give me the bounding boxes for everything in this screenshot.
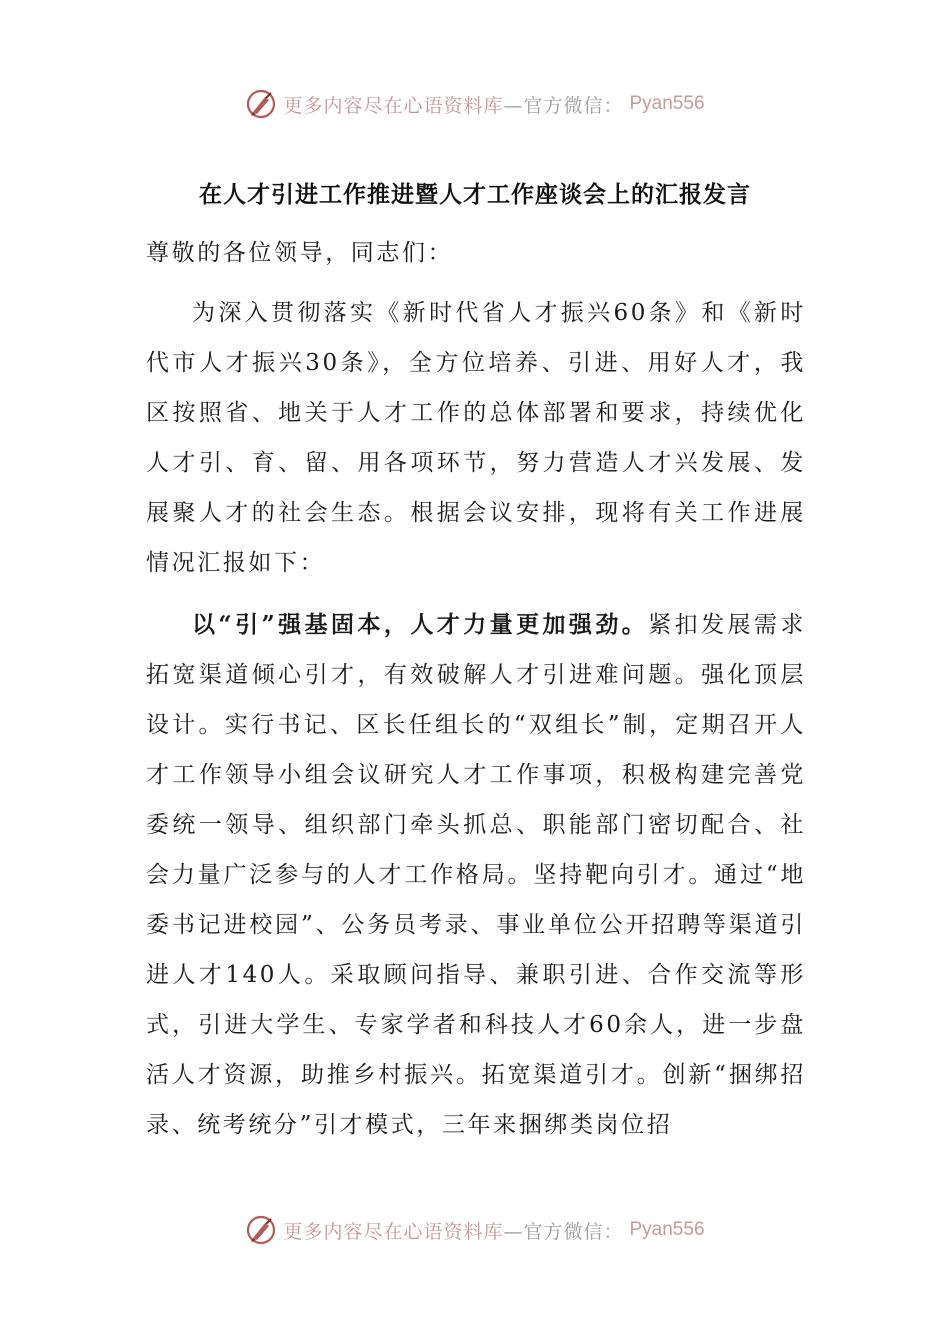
pen-nib-logo-icon — [245, 88, 277, 120]
pen-nib-logo-icon — [245, 1214, 277, 1246]
watermark-account: Pyan556 — [629, 1219, 705, 1240]
document-title: 在人才引进工作推进暨人才工作座谈会上的汇报发言 — [199, 181, 751, 208]
watermark-dash: — — [503, 1220, 524, 1243]
watermark-label: 官方微信： — [523, 1220, 624, 1243]
watermark-label: 官方微信： — [523, 94, 624, 117]
watermark-brand: 更多内容尽在心语资料库 — [283, 1220, 504, 1243]
watermark-brand: 更多内容尽在心语资料库 — [283, 94, 504, 117]
paragraph-intro: 为深入贯彻落实《新时代省人才振兴60条》和《新时代市人才振兴30条》，全方位培养、引进、用好人才，我区按照省、地关于人才工作的总体部署和要求，持续优化人才引、育、留、用各项环节，努力营造人才兴发展、发展聚人才的社会生态。根据会议安排，现将有关工作进展情况汇报如下： — [146, 300, 806, 576]
watermark-dash: — — [503, 94, 524, 117]
watermark-account: Pyan556 — [629, 93, 705, 114]
salutation: 尊敬的各位领导，同志们： — [146, 240, 454, 266]
watermark-footer — [0, 1210, 950, 1250]
section-1-heading: 以“引”强基固本，人才力量更加强劲。 — [192, 611, 649, 638]
section-1-body: 紧扣发展需求拓宽渠道倾心引才，有效破解人才引进难问题。强化顶层设计。实行书记、区长任组长的“双组长”制，定期召开人才工作领导小组会议研究人才工作事项，积极构建完善党委统一领导、组织部门牵头抓总、职能部门密切配合、社会力量广泛参与的人才工作格局。坚持靶向引才。通过“地委书记进校园”、公务员考录、事业单位公开招聘等渠道引进人才140人。采取顾问指导、兼职引进、合作交流等形式，引进大学生、专家学者和科技人才60余人，进一步盘活人才资源，助推乡村振兴。拓宽渠道引才。创新“捆绑招录、统考统分”引才模式，三年来捆绑类岗位招 — [146, 612, 806, 1138]
document-body — [146, 228, 806, 1150]
watermark-header — [0, 84, 950, 124]
paragraph-section-1 — [146, 600, 806, 1150]
